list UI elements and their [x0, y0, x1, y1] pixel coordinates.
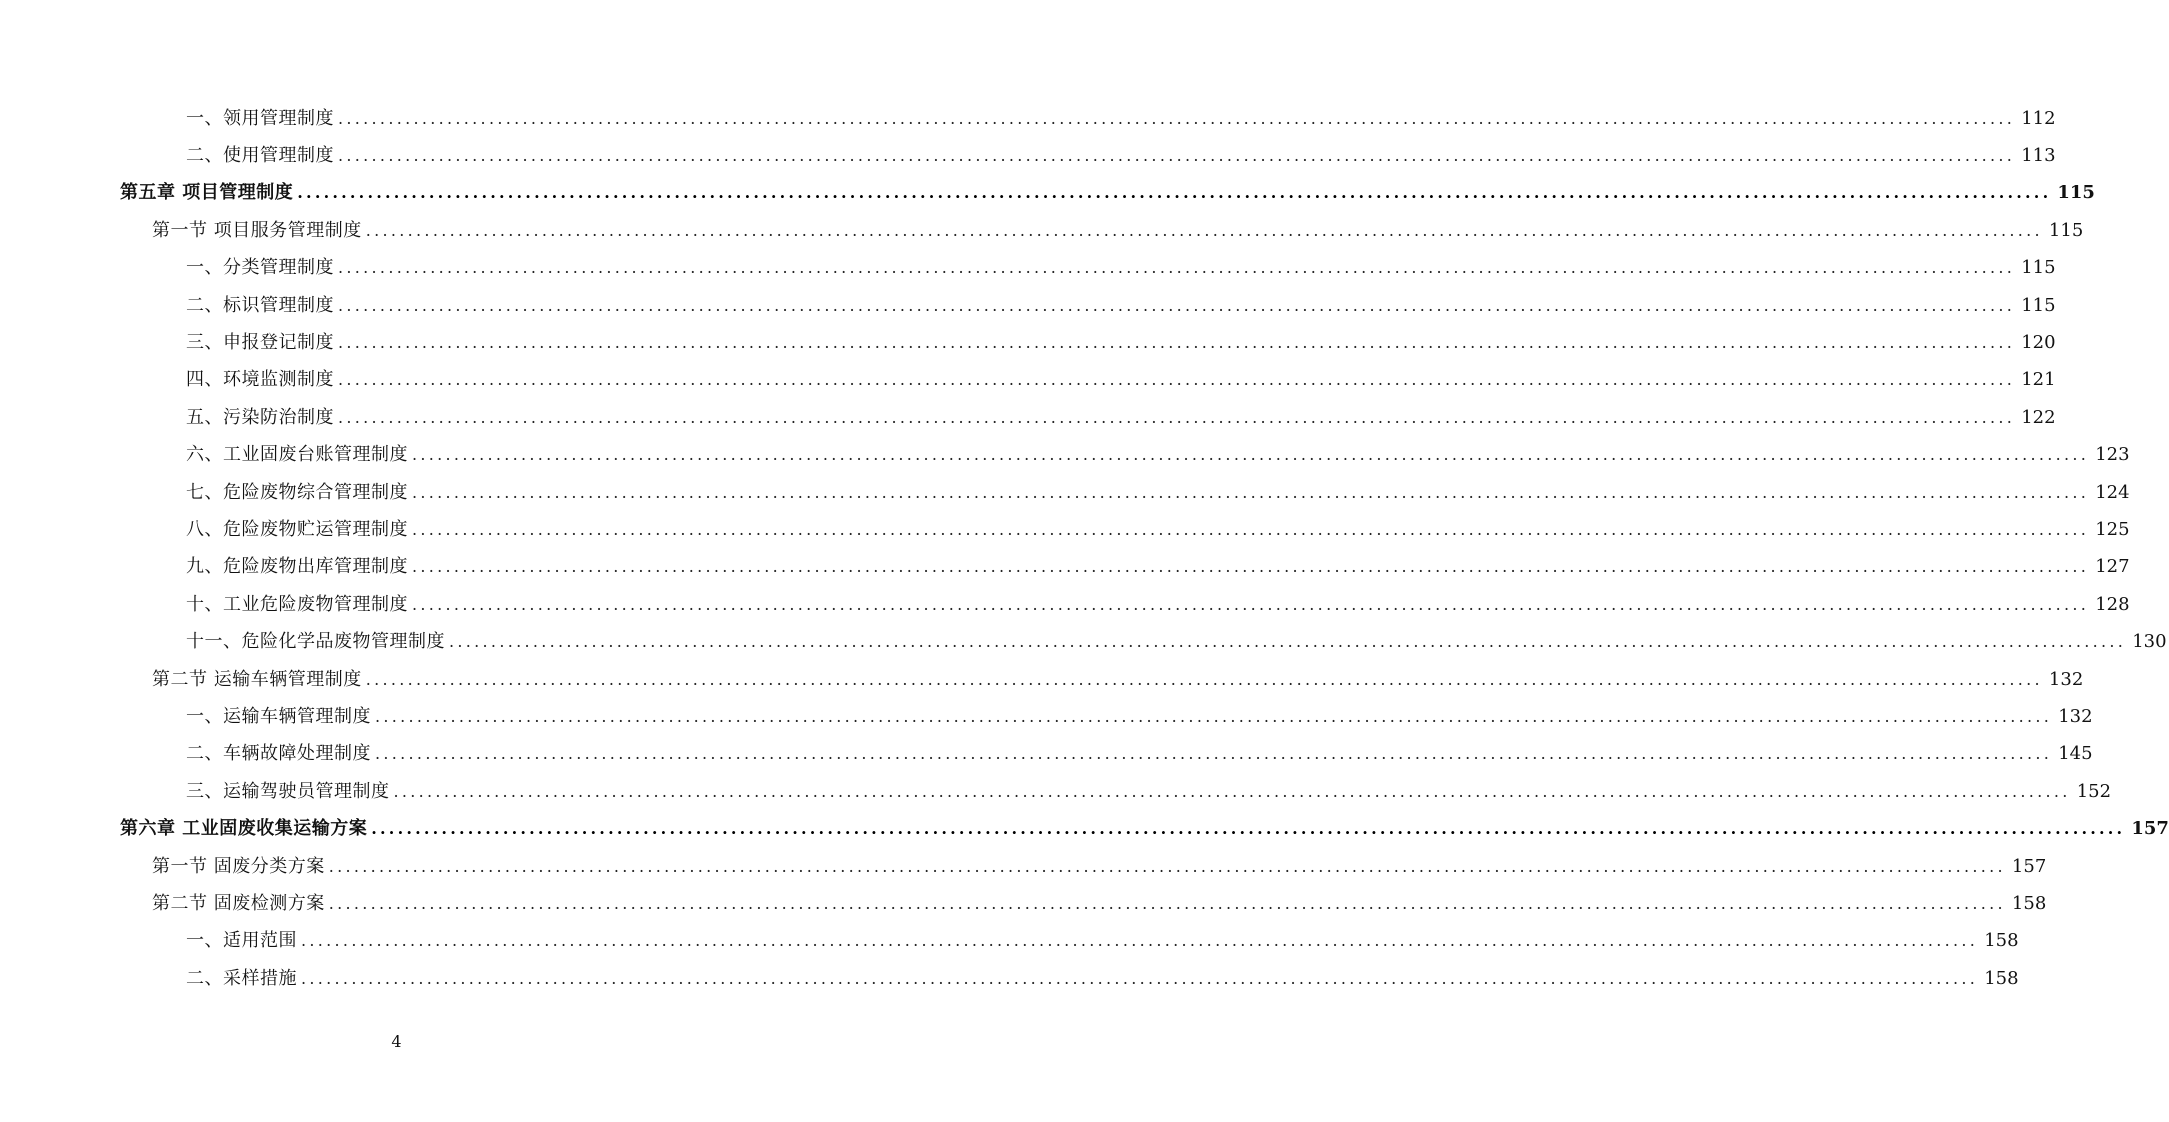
toc-entry-page: 115: [2048, 219, 2084, 241]
toc-entry-label: 一、运输车辆管理制度: [186, 705, 371, 727]
toc-dot-leader: ........................................................................................................................................................................................................: [297, 183, 2052, 203]
toc-entry-page: 112: [2021, 107, 2056, 129]
toc-entry-page: 157: [2011, 855, 2047, 877]
toc-entry-page: 127: [2095, 556, 2130, 578]
toc-dot-leader: ........................................................................................................................................................................................................: [412, 594, 2090, 614]
toc-dot-leader: ........................................................................................................................................................................................................: [412, 445, 2090, 465]
toc-entry-label: 五、污染防治制度: [186, 406, 334, 428]
toc-item-entry[interactable]: [186, 549, 2130, 586]
toc-entry-page: 123: [2095, 444, 2130, 466]
toc-item-entry[interactable]: [186, 586, 2130, 623]
toc-dot-leader: ........................................................................................................................................................................................................: [301, 931, 1979, 951]
toc-entry-label: 三、运输驾驶员管理制度: [186, 780, 390, 802]
toc-dot-leader: ........................................................................................................................................................................................................: [301, 968, 1979, 988]
toc-dot-leader: ........................................................................................................................................................................................................: [338, 108, 2016, 128]
toc-entry-label: 六、工业固废台账管理制度: [186, 444, 408, 466]
toc-entry-label: 第二节 固废检测方案: [152, 892, 325, 914]
toc-dot-leader: ........................................................................................................................................................................................................: [371, 819, 2126, 839]
toc-item-entry[interactable]: [186, 287, 2056, 324]
toc-dot-leader: ........................................................................................................................................................................................................: [365, 669, 2043, 689]
page-number: 4: [391, 1032, 402, 1051]
toc-entry-label: 一、适用范围: [186, 930, 297, 952]
toc-item-entry[interactable]: [186, 736, 2093, 773]
toc-item-entry[interactable]: [186, 624, 2167, 661]
toc-entry-label: 十一、危险化学品废物管理制度: [186, 631, 445, 653]
toc-entry-page: 157: [2131, 818, 2169, 840]
toc-entry-page: 158: [1984, 930, 2019, 952]
toc-entry-label: 二、车辆故障处理制度: [186, 743, 371, 765]
toc-entry-page: 115: [2021, 294, 2056, 316]
toc-item-entry[interactable]: [186, 923, 2019, 960]
toc-entry-page: 113: [2021, 144, 2056, 166]
toc-dot-leader: ........................................................................................................................................................................................................: [412, 557, 2090, 577]
toc-item-entry[interactable]: [186, 437, 2130, 474]
toc-entry-label: 三、申报登记制度: [186, 331, 334, 353]
toc-entry-label: 第一节 固废分类方案: [152, 855, 325, 877]
toc-entry-label: 一、分类管理制度: [186, 257, 334, 279]
toc-item-entry[interactable]: [186, 362, 2056, 399]
toc-entry-label: 二、采样措施: [186, 967, 297, 989]
toc-entry-page: 115: [2057, 182, 2095, 204]
toc-item-entry[interactable]: [186, 698, 2093, 735]
toc-entry-page: 125: [2095, 518, 2130, 540]
toc-entry-label: 第二节 运输车辆管理制度: [152, 668, 362, 690]
toc-entry-page: 145: [2058, 743, 2093, 765]
toc-entry-label: 一、领用管理制度: [186, 107, 334, 129]
toc-dot-leader: ........................................................................................................................................................................................................: [365, 220, 2043, 240]
toc-entry-label: 二、使用管理制度: [186, 144, 334, 166]
toc-entry-page: 158: [2011, 892, 2047, 914]
toc-entry-page: 132: [2048, 668, 2084, 690]
toc-item-entry[interactable]: [186, 250, 2056, 287]
toc-entry-label: 十、工业危险废物管理制度: [186, 593, 408, 615]
toc-chapter-entry[interactable]: [120, 175, 2095, 212]
toc-entry-page: 121: [2021, 369, 2056, 391]
toc-item-entry[interactable]: [186, 474, 2130, 511]
toc-dot-leader: ........................................................................................................................................................................................................: [338, 370, 2016, 390]
toc-entry-label: 第五章 项目管理制度: [120, 182, 294, 204]
toc-entry-page: 132: [2058, 705, 2093, 727]
toc-item-entry[interactable]: [186, 137, 2056, 174]
toc-dot-leader: ........................................................................................................................................................................................................: [375, 744, 2053, 764]
toc-entry-label: 二、标识管理制度: [186, 294, 334, 316]
toc-dot-leader: ........................................................................................................................................................................................................: [449, 632, 2127, 652]
toc-entry-label: 四、环境监测制度: [186, 369, 334, 391]
toc-entry-label: 七、危险废物综合管理制度: [186, 481, 408, 503]
toc-dot-leader: ........................................................................................................................................................................................................: [375, 706, 2053, 726]
toc-dot-leader: ........................................................................................................................................................................................................: [412, 482, 2090, 502]
toc-section-entry[interactable]: [152, 885, 2047, 922]
toc-section-entry[interactable]: [152, 661, 2084, 698]
toc-entry-page: 130: [2132, 631, 2167, 653]
toc-entry-label: 第一节 项目服务管理制度: [152, 219, 362, 241]
toc-dot-leader: ........................................................................................................................................................................................................: [412, 519, 2090, 539]
toc-entry-label: 八、危险废物贮运管理制度: [186, 518, 408, 540]
toc-item-entry[interactable]: [186, 100, 2056, 137]
toc-entry-page: 128: [2095, 593, 2130, 615]
toc-entry-page: 120: [2021, 331, 2056, 353]
toc-item-entry[interactable]: [186, 511, 2130, 548]
toc-dot-leader: ........................................................................................................................................................................................................: [393, 781, 2071, 801]
toc-item-entry[interactable]: [186, 960, 2019, 997]
toc-dot-leader: ........................................................................................................................................................................................................: [338, 332, 2016, 352]
toc-dot-leader: ........................................................................................................................................................................................................: [338, 295, 2016, 315]
toc-dot-leader: ........................................................................................................................................................................................................: [338, 407, 2016, 427]
toc-entry-page: 122: [2021, 406, 2056, 428]
toc-item-entry[interactable]: [186, 773, 2112, 810]
toc-entry-page: 152: [2076, 780, 2112, 802]
toc-entry-page: 115: [2021, 257, 2056, 279]
toc-section-entry[interactable]: [152, 212, 2084, 249]
toc-entry-label: 九、危险废物出库管理制度: [186, 556, 408, 578]
toc-chapter-entry[interactable]: [120, 811, 2169, 848]
toc-entry-label: 第六章 工业固废收集运输方案: [120, 818, 368, 840]
toc-item-entry[interactable]: [186, 399, 2056, 436]
toc-dot-leader: ........................................................................................................................................................................................................: [338, 258, 2016, 278]
toc-section-entry[interactable]: [152, 848, 2047, 885]
toc-entry-page: 158: [1984, 967, 2019, 989]
toc-dot-leader: ........................................................................................................................................................................................................: [328, 893, 2006, 913]
toc-entry-page: 124: [2095, 481, 2130, 503]
toc-dot-leader: ........................................................................................................................................................................................................: [328, 856, 2006, 876]
toc-item-entry[interactable]: [186, 324, 2056, 361]
toc-dot-leader: ........................................................................................................................................................................................................: [338, 145, 2016, 165]
